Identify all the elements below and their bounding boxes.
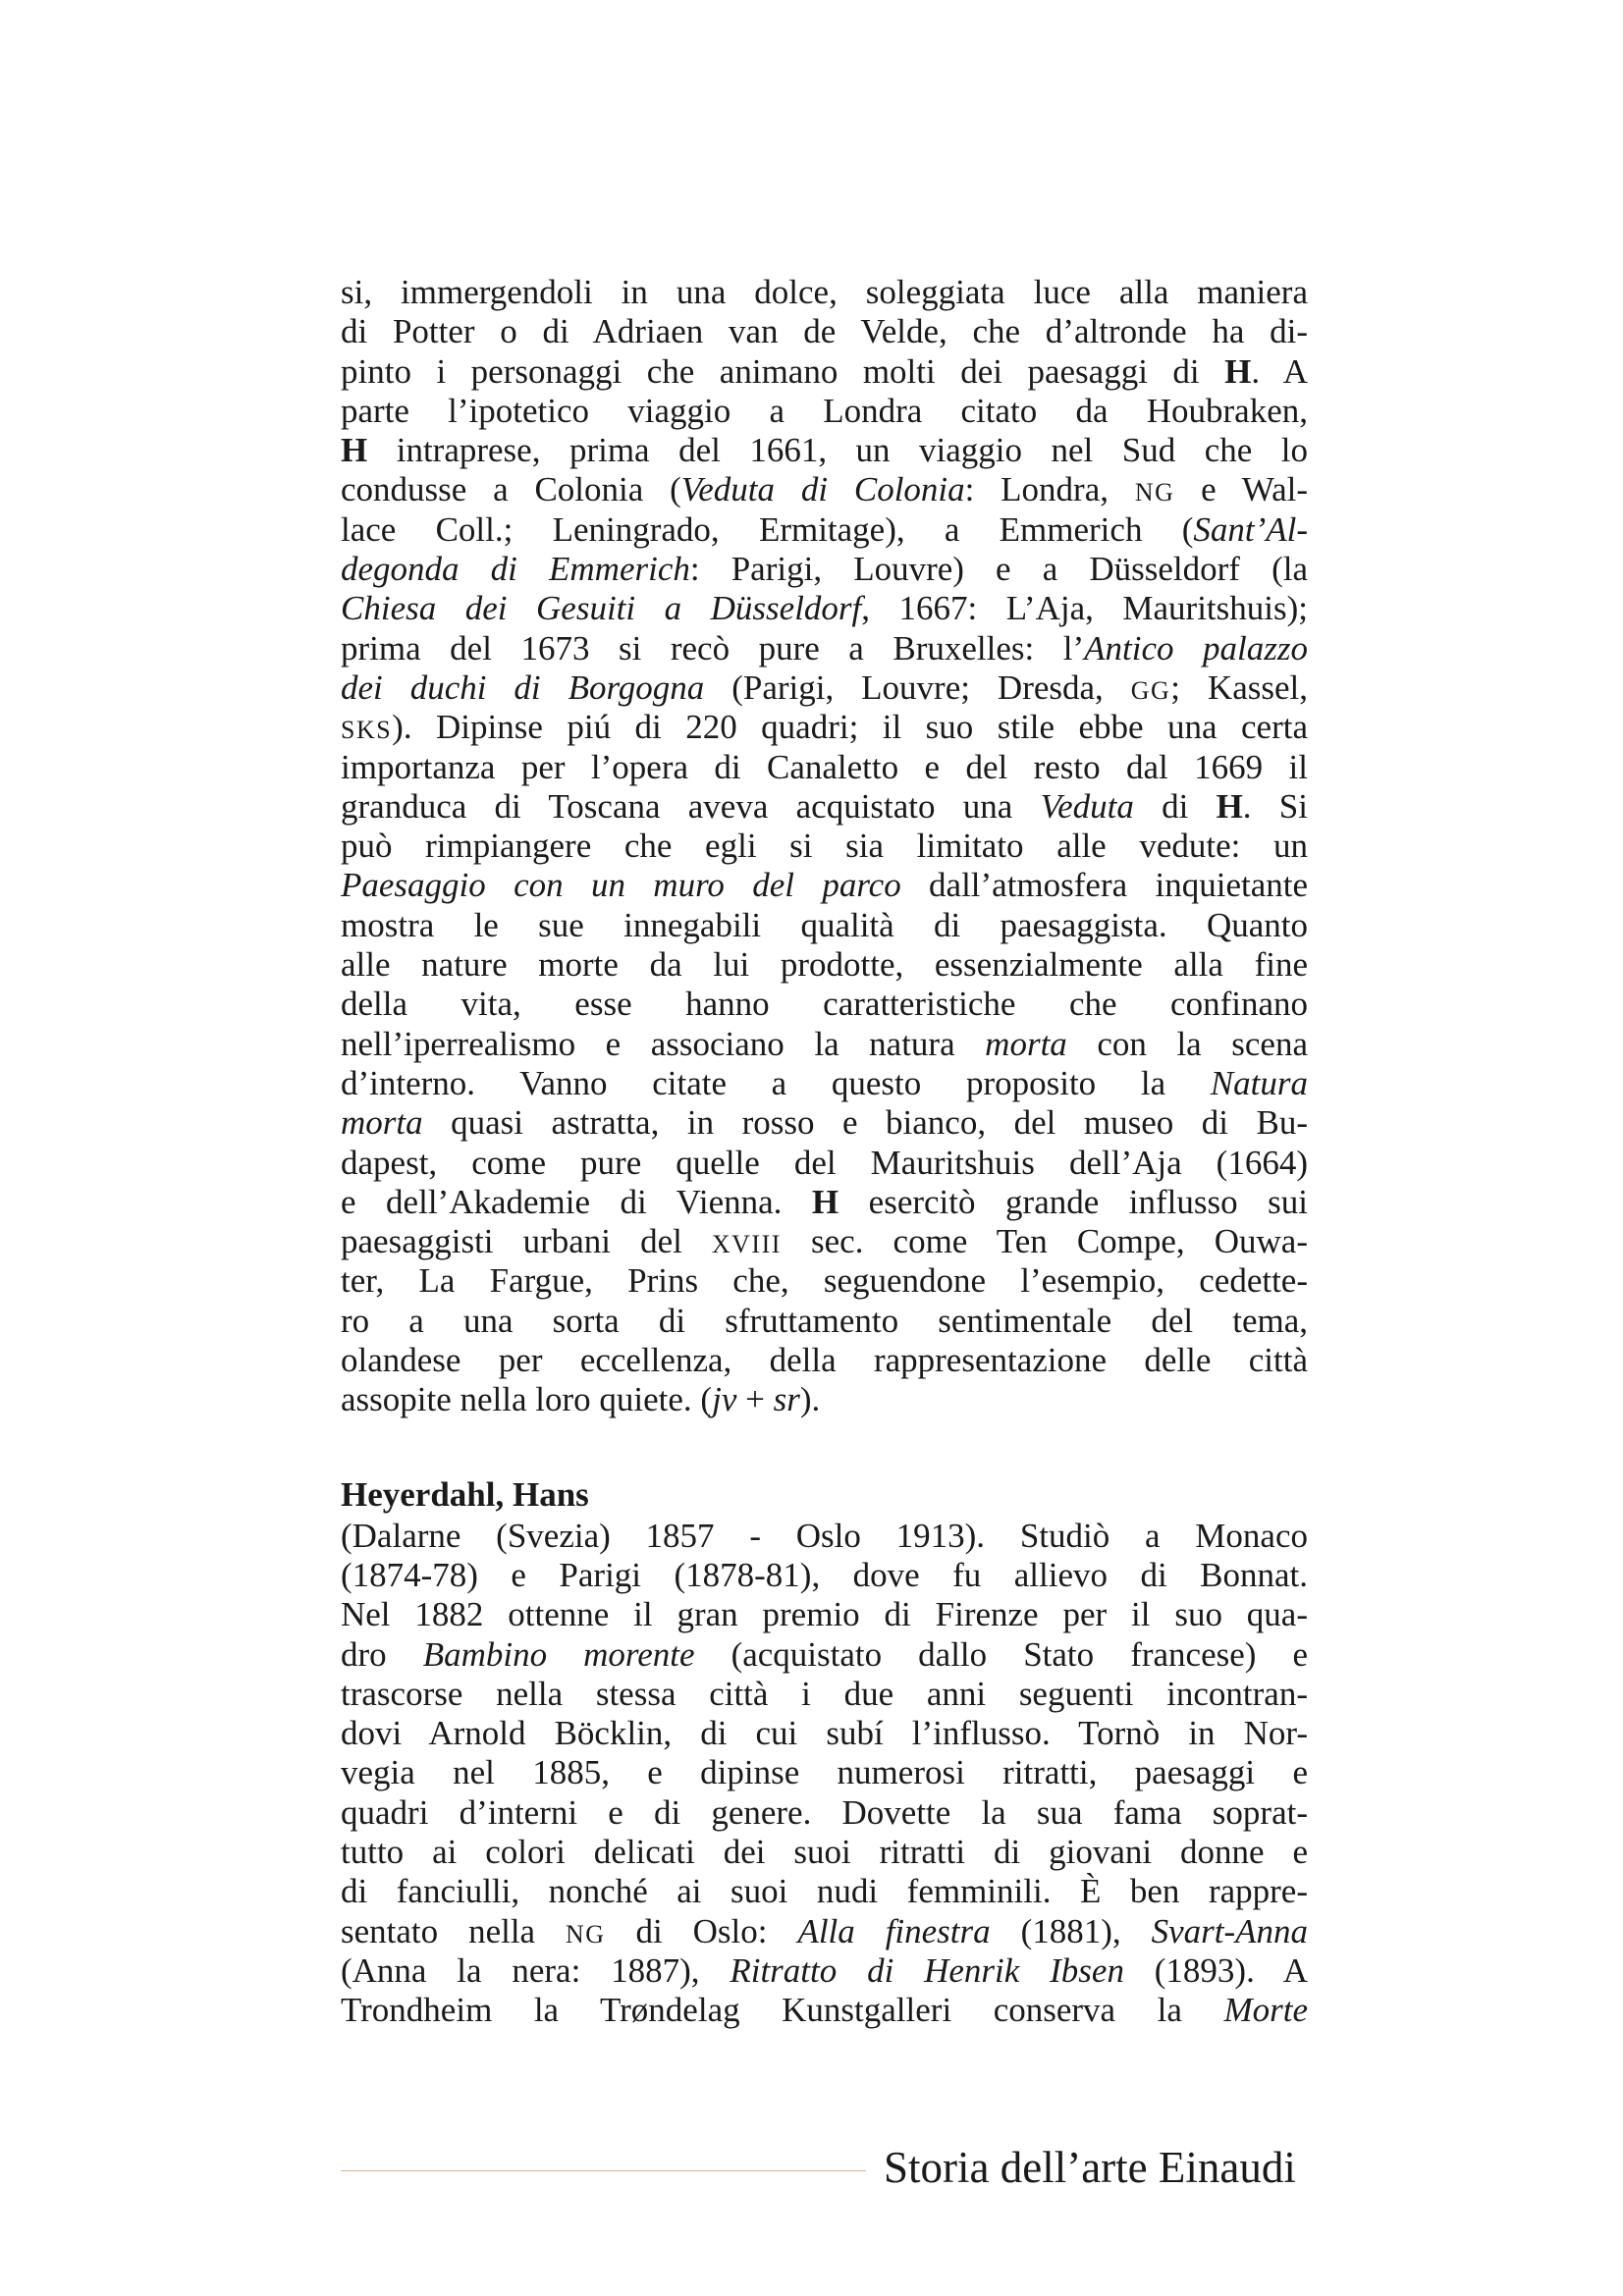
- text-line: d’interno. Vanno citate a questo proposito la Natura: [341, 1063, 1308, 1102]
- text-line: Trondheim la Trøndelag Kunstgalleri conserva la Morte: [341, 1991, 1308, 2030]
- text-line: (Dalarne (Svezia) 1857 - Oslo 1913). Studiò a Monaco: [341, 1516, 1308, 1555]
- page-body: [341, 273, 1308, 2030]
- text-line: e dell’Akademie di Vienna. H esercitò grande influsso sui: [341, 1182, 1308, 1221]
- text-line: di Potter o di Adriaen van de Velde, che d’altronde ha di-: [341, 312, 1308, 351]
- text-line: ter, La Fargue, Prins che, seguendone l’esempio, cedette-: [341, 1261, 1308, 1301]
- text-line: H intraprese, prima del 1661, un viaggio nel Sud che lo: [341, 431, 1308, 470]
- text-line: sentato nella NG di Oslo: Alla finestra (1881), Svart-Anna: [341, 1911, 1309, 1950]
- text-line: tutto ai colori delicati dei suoi ritratti di giovani donne e: [341, 1832, 1308, 1871]
- text-line: dovi Arnold Böcklin, di cui subí l’influsso. Tornò in Nor-: [341, 1714, 1308, 1753]
- footer-rule: [341, 2170, 866, 2171]
- text-line: può rimpiangere che egli si sia limitato alle vedute: un: [341, 827, 1308, 866]
- text-line: parte l’ipotetico viaggio a Londra citato da Houbraken,: [341, 391, 1308, 430]
- text-line: trascorse nella stessa città i due anni seguenti incontran-: [341, 1674, 1308, 1713]
- text-line: alle nature morte da lui prodotte, essenzialmente alla fine: [341, 945, 1308, 985]
- text-line: lace Coll.; Leningrado, Ermitage), a Emmerich (Sant’Al-: [341, 509, 1308, 549]
- text-line: vegia nel 1885, e dipinse numerosi ritratti, paesaggi e: [341, 1753, 1308, 1792]
- text-line: Chiesa dei Gesuiti a Düsseldorf, 1667: L’Aja, Mauritshuis);: [341, 589, 1308, 628]
- text-line: dei duchi di Borgogna (Parigi, Louvre; Dresda, GG; Kassel,: [341, 667, 1308, 707]
- text-line: quadri d’interni e di genere. Dovette la sua fama soprat-: [341, 1792, 1308, 1832]
- text-line: ro a una sorta di sfruttamento sentimentale del tema,: [341, 1301, 1308, 1340]
- text-line: dro Bambino morente (acquistato dallo Stato francese) e: [341, 1634, 1308, 1674]
- text-line: prima del 1673 si recò pure a Bruxelles: l’Antico palazzo: [341, 628, 1309, 667]
- text-line: di fanciulli, nonché ai suoi nudi femminili. È ben rappre-: [341, 1872, 1308, 1911]
- text-line: olandese per eccellenza, della rappresentazione delle città: [341, 1341, 1308, 1380]
- text-line: granduca di Toscana aveva acquistato una Veduta di H. Si: [341, 786, 1308, 826]
- text-line: condusse a Colonia (Veduta di Colonia: Londra, NG e Wal-: [341, 470, 1308, 509]
- text-line: (1874-78) e Parigi (1878-81), dove fu allievo di Bonnat.: [341, 1555, 1308, 1594]
- text-line: importanza per l’opera di Canaletto e del resto dal 1669 il: [341, 747, 1308, 786]
- text-line: assopite nella loro quiete. (jv + sr).: [341, 1380, 821, 1419]
- text-line: nell’iperrealismo e associano la natura morta con la scena: [341, 1024, 1308, 1063]
- text-line: SKS). Dipinse piú di 220 quadri; il suo stile ebbe una certa: [341, 708, 1308, 747]
- text-line: paesaggisti urbani del XVIII sec. come Ten Compe, Ouwa-: [341, 1222, 1308, 1261]
- text-line: morta quasi astratta, in rosso e bianco, del museo di Bu-: [341, 1103, 1308, 1143]
- text-line: si, immergendoli in una dolce, soleggiata luce alla maniera: [341, 273, 1308, 311]
- text-line: Paesaggio con un muro del parco dall’atmosfera inquietante: [341, 866, 1308, 905]
- text-line: mostra le sue innegabili qualità di paesaggista. Quanto: [341, 905, 1308, 944]
- entry-heading: Heyerdahl, Hans: [341, 1474, 589, 1514]
- entry-heyden-continuation: [341, 273, 1308, 1420]
- text-line: pinto i personaggi che animano molti dei paesaggi di H. A: [341, 351, 1308, 391]
- text-line: dapest, come pure quelle del Mauritshuis dell’Aja (1664): [341, 1143, 1308, 1182]
- footer-title: Storia dell’arte Einaudi: [884, 2143, 1296, 2192]
- text-line: degonda di Emmerich: Parigi, Louvre) e a Düsseldorf (la: [341, 550, 1308, 589]
- entry-heyerdahl: [341, 1473, 1308, 2031]
- text-line: della vita, esse hanno caratteristiche che confinano: [341, 985, 1308, 1024]
- text-line: Nel 1882 ottenne il gran premio di Firenze per il suo qua-: [341, 1595, 1308, 1634]
- text-line: (Anna la nera: 1887), Ritratto di Henrik Ibsen (1893). A: [341, 1950, 1308, 1990]
